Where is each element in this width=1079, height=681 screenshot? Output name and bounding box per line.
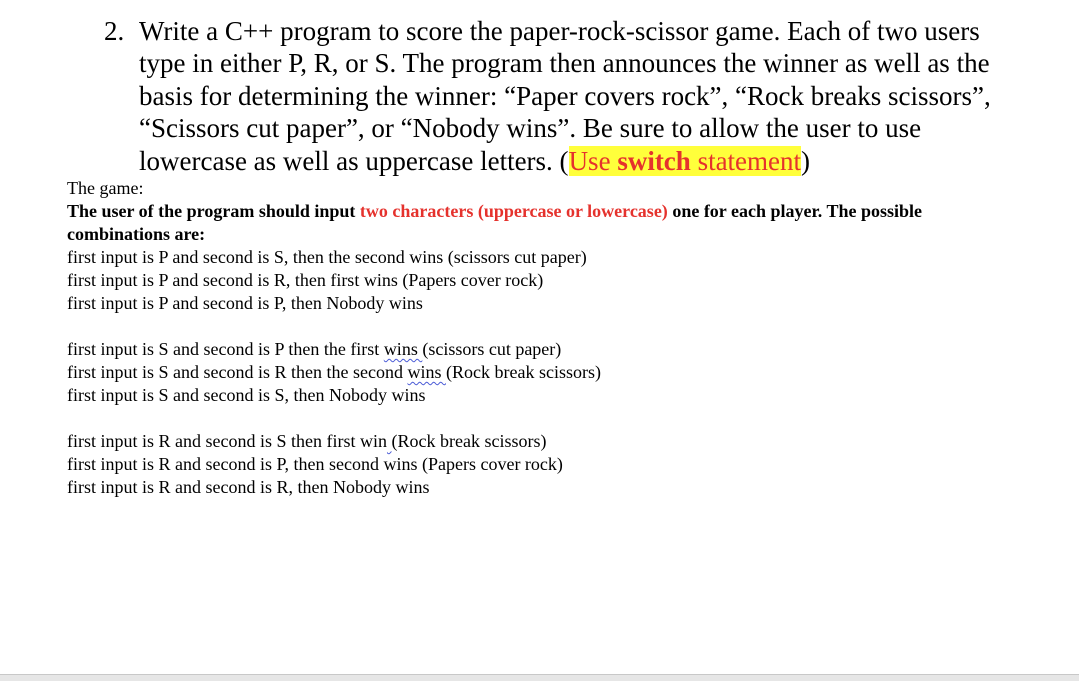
game-description bbox=[67, 177, 1027, 499]
highlighted-requirement bbox=[569, 146, 801, 176]
game-instructions bbox=[67, 200, 1027, 246]
combination-line-r-r: first input is R and second is R, then Nobody wins bbox=[67, 477, 430, 497]
spellcheck-word: wins bbox=[407, 362, 446, 382]
line-text: first input is R and second is S then first win bbox=[67, 431, 387, 451]
combination-line-s-p bbox=[67, 338, 1027, 361]
switch-keyword: switch bbox=[617, 145, 691, 176]
combination-line-p-s: first input is P and second is S, then the second wins (scissors cut paper) bbox=[67, 247, 587, 267]
combination-line-s-r bbox=[67, 361, 1027, 384]
blank-line bbox=[67, 407, 1027, 430]
game-heading: The game: bbox=[67, 178, 144, 198]
combination-line-p-p: first input is P and second is P, then Nobody wins bbox=[67, 293, 423, 313]
line-text: (Rock break scissors) bbox=[391, 431, 547, 451]
instructions-text-1: The user of the program should input bbox=[67, 201, 360, 221]
blank-line bbox=[67, 315, 1027, 338]
line-text: (scissors cut paper) bbox=[422, 339, 562, 359]
line-text: (Rock break scissors) bbox=[445, 362, 601, 382]
problem-main-text: Write a C++ program to score the paper-rock-scissor game. Each of two users type in either P, R, or S. The program then announces the winner as well as the basis for determining the winner: “Paper covers rock”, “Rock breaks scissors”, “Scissors cut paper”, or “Nobody wins”. Be sure to allow the user to use lowercase as well as uppercase letters. ( bbox=[139, 16, 991, 176]
combination-line-s-s: first input is S and second is S, then Nobody wins bbox=[67, 385, 426, 405]
line-text: first input is S and second is P then the first bbox=[67, 339, 384, 359]
combination-line-r-s bbox=[67, 430, 1027, 453]
spellcheck-word: wins bbox=[383, 339, 423, 359]
instructions-red-text: two characters (uppercase or lowercase) bbox=[359, 201, 668, 221]
problem-number: 2. bbox=[104, 16, 125, 46]
problem-statement bbox=[104, 15, 1004, 177]
instructions-text-2: one for each player. The possible combinations are: bbox=[67, 201, 923, 244]
use-text: Use bbox=[568, 145, 618, 176]
combination-line-p-r: first input is P and second is R, then first wins (Papers cover rock) bbox=[67, 270, 544, 290]
line-text: first input is S and second is R then the second bbox=[67, 362, 408, 382]
statement-text: statement bbox=[690, 145, 802, 176]
problem-text bbox=[139, 15, 1004, 177]
close-paren: ) bbox=[801, 145, 811, 176]
combination-line-r-p: first input is R and second is P, then second wins (Papers cover rock) bbox=[67, 454, 563, 474]
